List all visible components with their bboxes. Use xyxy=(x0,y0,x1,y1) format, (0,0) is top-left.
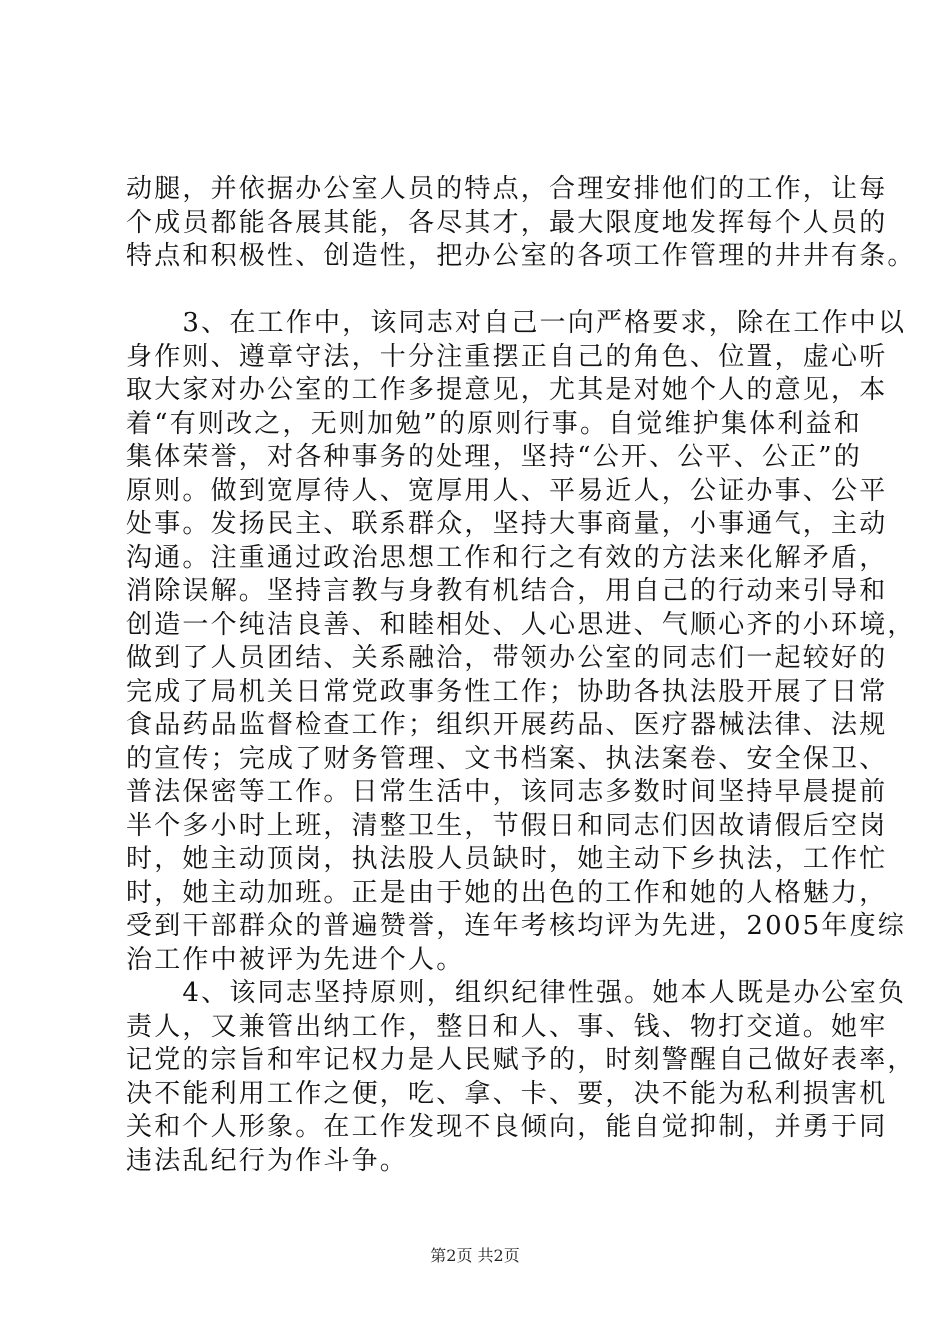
paragraph-2-line-9: 消除误解。坚持言教与身教有机结合，用自己的行动来引导和 xyxy=(126,576,888,606)
paragraph-2-line-1: 3、在工作中，该同志对自己一向严格要求，除在工作中以 xyxy=(126,308,907,338)
paragraph-spacer xyxy=(126,274,846,308)
paragraph-1-line-2: 个成员都能各展其能，各尽其才，最大限度地发挥每个人员的 xyxy=(126,207,888,238)
paragraph-1-line-1: 动腿，并依据办公室人员的特点，合理安排他们的工作，让每 xyxy=(126,174,888,204)
paragraph-3-line-2: 责人，又兼管出纳工作，整日和人、事、钱、物打交道。她牢 xyxy=(126,1011,888,1042)
paragraph-2-line-20: 治工作中被评为先进个人。 xyxy=(126,944,465,975)
paragraph-2-line-8: 沟通。注重通过政治思想工作和行之有效的方法来化解矛盾， xyxy=(126,542,888,573)
paragraph-2-line-6: 原则。做到宽厚待人、宽厚用人、平易近人，公证办事、公平 xyxy=(126,475,888,506)
paragraph-1-line-3: 特点和积极性、创造性，把办公室的各项工作管理的井井有条。 xyxy=(126,241,916,271)
paragraph-3-line-4: 决不能利用工作之便，吃、拿、卡、要，决不能为私利损害机 xyxy=(126,1078,888,1109)
paragraph-2-line-2: 身作则、遵章守法，十分注重摆正自己的角色、位置，虚心听 xyxy=(126,341,888,372)
paragraph-2-line-19: 受到干部群众的普遍赞誉，连年考核均评为先进，2005年度综 xyxy=(126,911,906,941)
paragraph-3-line-5: 关和个人形象。在工作发现不良倾向，能自觉抑制，并勇于同 xyxy=(126,1112,888,1142)
paragraph-2-line-3: 取大家对办公室的工作多提意见，尤其是对她个人的意见，本 xyxy=(126,375,888,405)
paragraph-2-line-4: 着“有则改之，无则加勉”的原则行事。自觉维护集体利益和 xyxy=(126,408,862,439)
paragraph-2-line-12: 完成了局机关日常党政事务性工作；协助各执法股开展了日常 xyxy=(126,676,888,707)
paragraph-2-line-18: 时，她主动加班。正是由于她的出色的工作和她的人格魅力， xyxy=(126,877,888,908)
paragraph-3-line-1: 4、该同志坚持原则，组织纪律性强。她本人既是办公室负 xyxy=(126,978,907,1008)
paragraph-3-line-3: 记党的宗旨和牢记权力是人民赋予的，时刻警醒自己做好表率， xyxy=(126,1045,916,1075)
paragraph-2-line-13: 食品药品监督检查工作；组织开展药品、医疗器械法律、法规 xyxy=(126,710,888,740)
paragraph-2-line-5: 集体荣誉，对各种事务的处理，坚持“公开、公平、公正”的 xyxy=(126,442,862,472)
page-number-footer: 第2页 共2页 xyxy=(430,1246,520,1265)
paragraph-2-line-15: 普法保密等工作。日常生活中，该同志多数时间坚持早晨提前 xyxy=(126,777,888,807)
paragraph-2-line-16: 半个多小时上班，清整卫生，节假日和同志们因故请假后空岗 xyxy=(126,810,888,841)
paragraph-2-line-11: 做到了人员团结、关系融洽，带领办公室的同志们一起较好的 xyxy=(126,643,888,673)
paragraph-2-line-7: 处事。发扬民主、联系群众，坚持大事商量，小事通气，主动 xyxy=(126,509,888,539)
paragraph-3-line-6: 违法乱纪行为作斗争。 xyxy=(126,1145,409,1176)
paragraph-2-line-14: 的宣传；完成了财务管理、文书档案、执法案卷、安全保卫、 xyxy=(126,743,888,774)
paragraph-2-line-17: 时，她主动顶岗，执法股人员缺时，她主动下乡执法，工作忙 xyxy=(126,844,888,874)
paragraph-2-line-10: 创造一个纯洁良善、和睦相处、人心思进、气顺心齐的小环境， xyxy=(126,609,916,640)
document-body xyxy=(126,173,916,1178)
